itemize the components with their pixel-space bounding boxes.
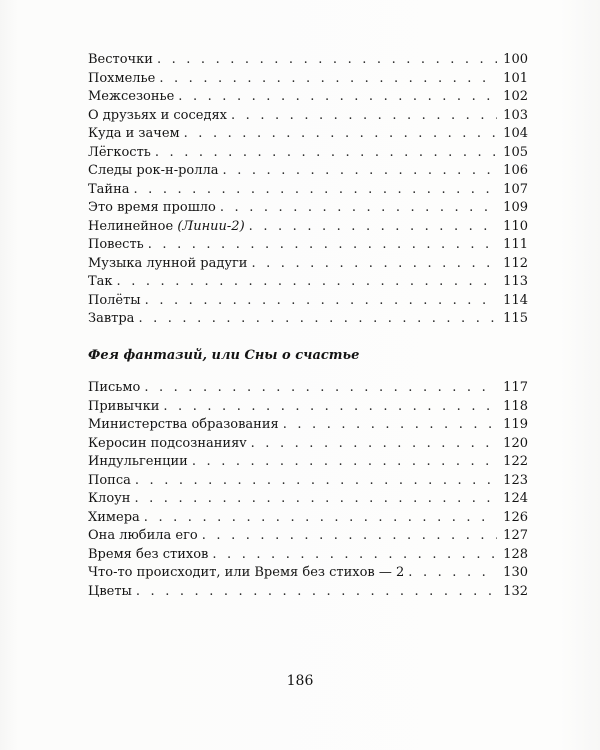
toc-entry — [88, 181, 528, 200]
toc-entry-page: 113 — [503, 274, 528, 289]
toc-entry-page: 127 — [503, 528, 528, 543]
toc-entry-title-text: Индульгенции — [88, 454, 188, 469]
toc-entry-page: 114 — [503, 292, 528, 308]
toc-entry-page: 124 — [503, 491, 528, 506]
dot-leader — [220, 199, 497, 218]
dot-leader — [212, 546, 497, 565]
toc-entry-title-text: Привычки — [88, 398, 160, 414]
dot-leader — [144, 509, 497, 528]
toc-entry-page: 109 — [503, 200, 528, 215]
toc-entry-title-text: Тайна — [88, 181, 130, 197]
toc-entry-title — [88, 453, 188, 472]
toc-entry-title-text: Завтра — [88, 311, 135, 326]
dot-leader — [159, 70, 497, 89]
toc-entry-title-text: Повесть — [88, 237, 144, 252]
toc-entry-title — [88, 472, 131, 491]
dot-leader — [223, 162, 497, 181]
toc-entry-title-text: Химера — [88, 509, 140, 525]
toc-entry-title — [88, 379, 140, 398]
toc-entry-title — [88, 527, 198, 546]
toc-entry-title-text: Попса — [88, 472, 131, 488]
toc-entry-title-text: Полёты — [88, 292, 141, 308]
toc-entry-page: 128 — [503, 546, 528, 562]
toc-entry — [88, 292, 528, 311]
dot-leader — [148, 236, 497, 255]
toc-entry-page: 118 — [503, 398, 528, 414]
toc-entry-title — [88, 310, 134, 329]
toc-entry-page: 123 — [503, 472, 528, 488]
toc-entry-page: 105 — [503, 144, 528, 160]
dot-leader — [134, 490, 497, 509]
toc-entry — [88, 236, 528, 255]
toc-entry — [88, 144, 528, 163]
dot-leader — [163, 398, 497, 417]
dot-leader — [249, 218, 497, 237]
toc-entry — [88, 107, 528, 126]
dot-leader — [136, 583, 497, 602]
toc-entry-title — [88, 490, 130, 509]
toc-entry-title-text: Она любила его — [88, 528, 198, 543]
dot-leader — [408, 564, 497, 583]
toc-entry-page: 107 — [503, 181, 528, 197]
toc-entry-title — [88, 125, 180, 144]
toc-entry-page: 102 — [503, 89, 528, 104]
toc-entry — [88, 546, 528, 565]
toc-entry-page: 130 — [503, 565, 528, 580]
toc-entry — [88, 583, 528, 602]
toc-entry-title — [88, 435, 247, 454]
toc-entry — [88, 125, 528, 144]
toc-entry — [88, 51, 528, 70]
toc-entry-page: 103 — [503, 107, 528, 123]
dot-leader — [145, 292, 497, 311]
toc-entry-title — [88, 236, 144, 255]
toc-entry-title-text: Нелинейное — [88, 218, 174, 234]
toc-entry-page: 112 — [503, 255, 528, 271]
toc-entry-title-text: Цветы — [88, 583, 132, 599]
toc-entry-title — [88, 107, 227, 126]
toc-entry-title-text: Время без стихов — [88, 546, 209, 562]
toc-entry-title-text: Куда и зачем — [88, 126, 180, 141]
toc-entry — [88, 273, 528, 292]
toc-entry — [88, 453, 528, 472]
toc-entry-title — [88, 51, 153, 70]
toc-entry-title — [88, 273, 113, 292]
toc-entry — [88, 398, 528, 417]
toc-entry-title — [88, 398, 159, 417]
toc-entry — [88, 490, 528, 509]
dot-leader — [283, 416, 497, 435]
toc-entry-page: 115 — [503, 311, 528, 326]
toc-entry — [88, 472, 528, 491]
toc-entry-page: 120 — [503, 435, 528, 451]
toc-entry-title — [88, 416, 279, 435]
toc-section-1 — [88, 51, 528, 329]
dot-leader — [178, 88, 497, 107]
dot-leader — [231, 107, 497, 126]
dot-leader — [144, 379, 497, 398]
toc-entry-title — [88, 292, 141, 311]
toc-entry-title-text: Межсезонье — [88, 89, 175, 104]
toc-entry — [88, 88, 528, 107]
toc-entry-title-text: Весточки — [88, 52, 153, 67]
toc-entry-title-text: Похмелье — [88, 70, 156, 86]
toc-entry-title-text: О друзьях и соседях — [88, 107, 228, 123]
toc-entry-page: 104 — [503, 126, 528, 141]
dot-leader — [117, 273, 497, 292]
dot-leader — [134, 181, 497, 200]
toc-entry-title — [88, 255, 247, 274]
toc-entry-page: 117 — [503, 380, 528, 395]
toc-entry-page: 110 — [503, 218, 528, 234]
toc-entry-title-text: Керосин подсознанияv — [88, 435, 247, 451]
toc-entry — [88, 70, 528, 89]
toc-entry-page: 126 — [503, 509, 528, 525]
toc-entry-page: 122 — [503, 454, 528, 469]
toc-section-2 — [88, 379, 528, 601]
toc-entry-page: 119 — [503, 417, 528, 432]
toc-entry-title — [88, 181, 130, 200]
toc-entry-page: 111 — [503, 237, 528, 252]
dot-leader — [184, 125, 497, 144]
toc-entry-title-text: Следы рок-н-ролла — [88, 163, 219, 178]
dot-leader — [202, 527, 497, 546]
toc-entry-title — [88, 218, 245, 237]
toc-entry-title-text: Музыка лунной радуги — [88, 255, 248, 271]
toc-entry — [88, 379, 528, 398]
toc-entry-title — [88, 70, 155, 89]
toc-entry-title — [88, 144, 151, 163]
toc-entry-page: 106 — [503, 163, 528, 178]
dot-leader — [157, 51, 497, 70]
toc-entry-page: 101 — [503, 70, 528, 86]
toc-entry — [88, 218, 528, 237]
toc-entry — [88, 255, 528, 274]
toc-entry-title — [88, 509, 140, 528]
toc-entry-title — [88, 199, 216, 218]
toc-entry-title-text: Лёгкость — [88, 144, 151, 160]
toc-entry — [88, 509, 528, 528]
toc-entry-title — [88, 546, 208, 565]
dot-leader — [192, 453, 497, 472]
toc-entry-title — [88, 88, 174, 107]
toc-entry-title-text: Письмо — [88, 380, 141, 395]
toc-entry-title-text: Это время прошло — [88, 200, 216, 215]
page-number: 186 — [286, 673, 314, 689]
toc-entry-title — [88, 162, 219, 181]
toc-entry — [88, 564, 528, 583]
toc-entry — [88, 162, 528, 181]
dot-leader — [138, 310, 497, 329]
toc-entry-title-text: Министерства образования — [88, 417, 279, 432]
toc-entry — [88, 199, 528, 218]
toc-entry — [88, 416, 528, 435]
dot-leader — [155, 144, 497, 163]
section-heading: Фея фантазий, или Сны о счастье — [88, 348, 360, 363]
toc-entry-title-text: Что-то происходит, или Время без стихов — 2 — [88, 565, 405, 580]
toc-entry — [88, 435, 528, 454]
toc-entry-title — [88, 583, 132, 602]
dot-leader — [251, 255, 497, 274]
toc-entry-title-text: Так — [88, 274, 113, 289]
toc-entry-title-text: Клоун — [88, 491, 131, 506]
toc-entry-title — [88, 564, 404, 583]
dot-leader — [251, 435, 497, 454]
toc-entry-page: 132 — [503, 583, 528, 599]
toc-entry-title-italic: (Линии-2) — [177, 218, 245, 234]
toc-entry — [88, 527, 528, 546]
toc-entry — [88, 310, 528, 329]
dot-leader — [135, 472, 497, 491]
toc-entry-page: 100 — [503, 52, 528, 67]
